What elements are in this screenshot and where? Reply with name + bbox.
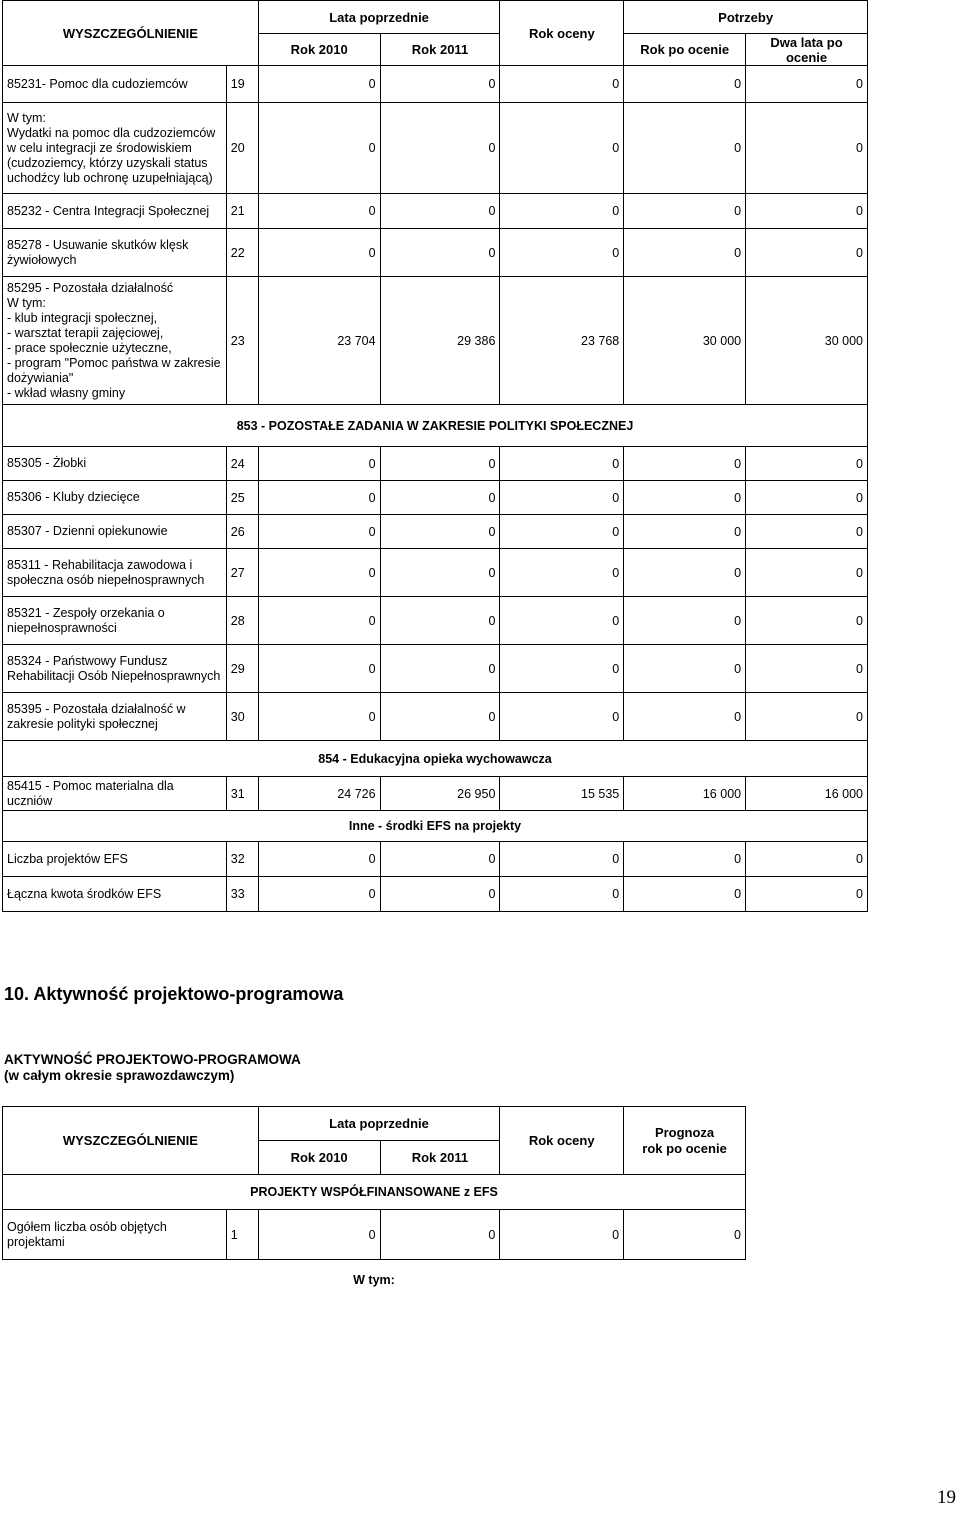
value-cell: 0: [746, 66, 868, 103]
value-cell: 0: [624, 842, 746, 877]
expenditure-table: [2, 0, 868, 912]
value-cell: 0: [624, 693, 746, 741]
row-label: 85231- Pomoc dla cudoziemców: [3, 66, 227, 103]
value-cell: 0: [746, 481, 868, 515]
value-cell: 0: [258, 693, 380, 741]
row-number: 19: [226, 66, 258, 103]
row-number: 28: [226, 597, 258, 645]
value-cell: 0: [380, 515, 500, 549]
value-cell: 0: [746, 194, 868, 229]
value-cell: 0: [624, 515, 746, 549]
value-cell: 0: [500, 481, 624, 515]
value-cell: 0: [500, 66, 624, 103]
value-cell: 0: [258, 103, 380, 194]
value-cell: 24 726: [258, 777, 380, 811]
row-number: 25: [226, 481, 258, 515]
value-cell: 30 000: [746, 277, 868, 405]
value-cell: 0: [624, 481, 746, 515]
table-row: [3, 481, 868, 515]
value-cell: 0: [746, 693, 868, 741]
value-cell: 15 535: [500, 777, 624, 811]
value-cell: 0: [380, 194, 500, 229]
header-prev-years: Lata poprzednie: [258, 1, 500, 34]
value-cell: 0: [746, 447, 868, 481]
value-cell: 0: [624, 447, 746, 481]
value-cell: 0: [258, 481, 380, 515]
value-cell: 0: [380, 103, 500, 194]
value-cell: 0: [258, 645, 380, 693]
value-cell: 0: [746, 645, 868, 693]
value-cell: 0: [624, 645, 746, 693]
value-cell: 0: [380, 1210, 500, 1260]
table-row: [3, 645, 868, 693]
t2-header-year-2011: Rok 2011: [380, 1141, 500, 1175]
header-col-label: WYSZCZEGÓLNIENIE: [3, 1, 259, 66]
value-cell: 0: [624, 229, 746, 277]
header-year-2010: Rok 2010: [258, 34, 380, 66]
row-label: 85306 - Kluby dziecięce: [3, 481, 227, 515]
value-cell: 0: [380, 549, 500, 597]
value-cell: 0: [746, 877, 868, 912]
value-cell: 0: [746, 229, 868, 277]
table-row: [3, 66, 868, 103]
value-cell: 0: [380, 66, 500, 103]
value-cell: 26 950: [380, 777, 500, 811]
value-cell: 29 386: [380, 277, 500, 405]
value-cell: 0: [746, 515, 868, 549]
value-cell: 23 704: [258, 277, 380, 405]
sub-heading: [4, 1052, 301, 1084]
row-label: 85321 - Zespoły orzekania o niepełnosprawności: [3, 597, 227, 645]
row-label: W tym: Wydatki na pomoc dla cudzoziemców w celu integracji ze środowiskiem (cudzoziemcy, którzy uzyskali status uchodźcy lub ochronę uzupełniającą): [3, 103, 227, 194]
header-needs: Potrzeby: [624, 1, 868, 34]
value-cell: 0: [500, 877, 624, 912]
value-cell: 0: [380, 481, 500, 515]
table-row: [3, 877, 868, 912]
value-cell: 0: [500, 693, 624, 741]
section-853-title: 853 - POZOSTAŁE ZADANIA W ZAKRESIE POLITYKI SPOŁECZNEJ: [3, 405, 868, 447]
row-label: 85307 - Dzienni opiekunowie: [3, 515, 227, 549]
value-cell: 0: [258, 877, 380, 912]
row-number: 26: [226, 515, 258, 549]
value-cell: 0: [500, 549, 624, 597]
section-efs-title: Inne - środki EFS na projekty: [3, 811, 868, 842]
table-row: [3, 842, 868, 877]
value-cell: 16 000: [746, 777, 868, 811]
value-cell: 0: [380, 693, 500, 741]
value-cell: 0: [624, 877, 746, 912]
row-label: Łączna kwota środków EFS: [3, 877, 227, 912]
value-cell: 0: [258, 66, 380, 103]
page-number: 19: [937, 1487, 956, 1508]
value-cell: 0: [500, 447, 624, 481]
table-row: [3, 229, 868, 277]
row-number: 21: [226, 194, 258, 229]
t2-header-assessed-year: Rok oceny: [500, 1107, 624, 1175]
value-cell: 16 000: [624, 777, 746, 811]
row-label: 85232 - Centra Integracji Społecznej: [3, 194, 227, 229]
table-row: [3, 597, 868, 645]
t2-header-prev-years: Lata poprzednie: [258, 1107, 500, 1141]
row-number: 20: [226, 103, 258, 194]
value-cell: 0: [380, 597, 500, 645]
row-number: 30: [226, 693, 258, 741]
header-two-years: Dwa lata po ocenie: [746, 34, 868, 66]
value-cell: 0: [258, 597, 380, 645]
value-cell: 0: [500, 1210, 624, 1260]
table-row: [3, 549, 868, 597]
value-cell: 0: [258, 194, 380, 229]
value-cell: 0: [500, 597, 624, 645]
row-number: 31: [226, 777, 258, 811]
table-row: [3, 515, 868, 549]
header-assessed-year: Rok oceny: [500, 1, 624, 66]
value-cell: 0: [258, 549, 380, 597]
value-cell: 0: [624, 103, 746, 194]
value-cell: 23 768: [500, 277, 624, 405]
value-cell: 0: [746, 842, 868, 877]
value-cell: 0: [258, 842, 380, 877]
row-number: 24: [226, 447, 258, 481]
header-after-year: Rok po ocenie: [624, 34, 746, 66]
value-cell: 30 000: [624, 277, 746, 405]
table-row: [3, 447, 868, 481]
value-cell: 0: [500, 515, 624, 549]
table-row: [3, 1210, 746, 1260]
value-cell: 0: [258, 229, 380, 277]
value-cell: 0: [500, 229, 624, 277]
row-label: Ogółem liczba osób objętych projektami: [3, 1210, 227, 1260]
value-cell: 0: [258, 1210, 380, 1260]
row-number: 27: [226, 549, 258, 597]
table-row: [3, 103, 868, 194]
table-row: [3, 777, 868, 811]
value-cell: 0: [258, 447, 380, 481]
row-number: 33: [226, 877, 258, 912]
row-label: 85395 - Pozostała działalność w zakresie polityki społecznej: [3, 693, 227, 741]
row-label: 85324 - Państwowy Fundusz Rehabilitacji Osób Niepełnosprawnych: [3, 645, 227, 693]
value-cell: 0: [500, 842, 624, 877]
row-label: Liczba projektów EFS: [3, 842, 227, 877]
value-cell: 0: [380, 229, 500, 277]
row-label: 85311 - Rehabilitacja zawodowa i społeczna osób niepełnosprawnych: [3, 549, 227, 597]
row-label: 85415 - Pomoc materialna dla uczniów: [3, 777, 227, 811]
value-cell: 0: [624, 1210, 746, 1260]
row-number: 32: [226, 842, 258, 877]
table-row: [3, 693, 868, 741]
value-cell: 0: [746, 103, 868, 194]
sub-heading-line-2: (w całym okresie sprawozdawczym): [4, 1068, 235, 1083]
value-cell: 0: [624, 597, 746, 645]
section-wtym-title: W tym:: [3, 1260, 746, 1300]
t2-header-col-label: WYSZCZEGÓLNIENIE: [3, 1107, 259, 1175]
value-cell: 0: [380, 645, 500, 693]
row-number: 1: [226, 1210, 258, 1260]
header-year-2011: Rok 2011: [380, 34, 500, 66]
value-cell: 0: [380, 877, 500, 912]
value-cell: 0: [258, 515, 380, 549]
value-cell: 0: [624, 66, 746, 103]
section-heading: 10. Aktywność projektowo-programowa: [4, 984, 344, 1004]
value-cell: 0: [624, 549, 746, 597]
value-cell: 0: [500, 194, 624, 229]
value-cell: 0: [500, 645, 624, 693]
section-854-title: 854 - Edukacyjna opieka wychowawcza: [3, 741, 868, 777]
t2-header-year-2010: Rok 2010: [258, 1141, 380, 1175]
t2-header-forecast: Prognoza rok po ocenie: [624, 1107, 746, 1175]
row-label: 85295 - Pozostała działalność W tym: - klub integracji społecznej, - warsztat terapii zajęciowej, - prace społecznie użyteczne, - program "Pomoc państwa w zakresie dożywiania" - wkład własny gminy: [3, 277, 227, 405]
sub-heading-line-1: AKTYWNOŚĆ PROJEKTOWO-PROGRAMOWA: [4, 1052, 301, 1067]
project-activity-table: [2, 1106, 746, 1300]
value-cell: 0: [746, 549, 868, 597]
table-row: [3, 194, 868, 229]
value-cell: 0: [380, 447, 500, 481]
row-number: 29: [226, 645, 258, 693]
section-projects-title: PROJEKTY WSPÓŁFINANSOWANE z EFS: [3, 1175, 746, 1210]
row-number: 23: [226, 277, 258, 405]
row-number: 22: [226, 229, 258, 277]
value-cell: 0: [746, 597, 868, 645]
value-cell: 0: [380, 842, 500, 877]
table-row: [3, 277, 868, 405]
row-label: 85278 - Usuwanie skutków klęsk żywiołowych: [3, 229, 227, 277]
row-label: 85305 - Żłobki: [3, 447, 227, 481]
value-cell: 0: [500, 103, 624, 194]
value-cell: 0: [624, 194, 746, 229]
